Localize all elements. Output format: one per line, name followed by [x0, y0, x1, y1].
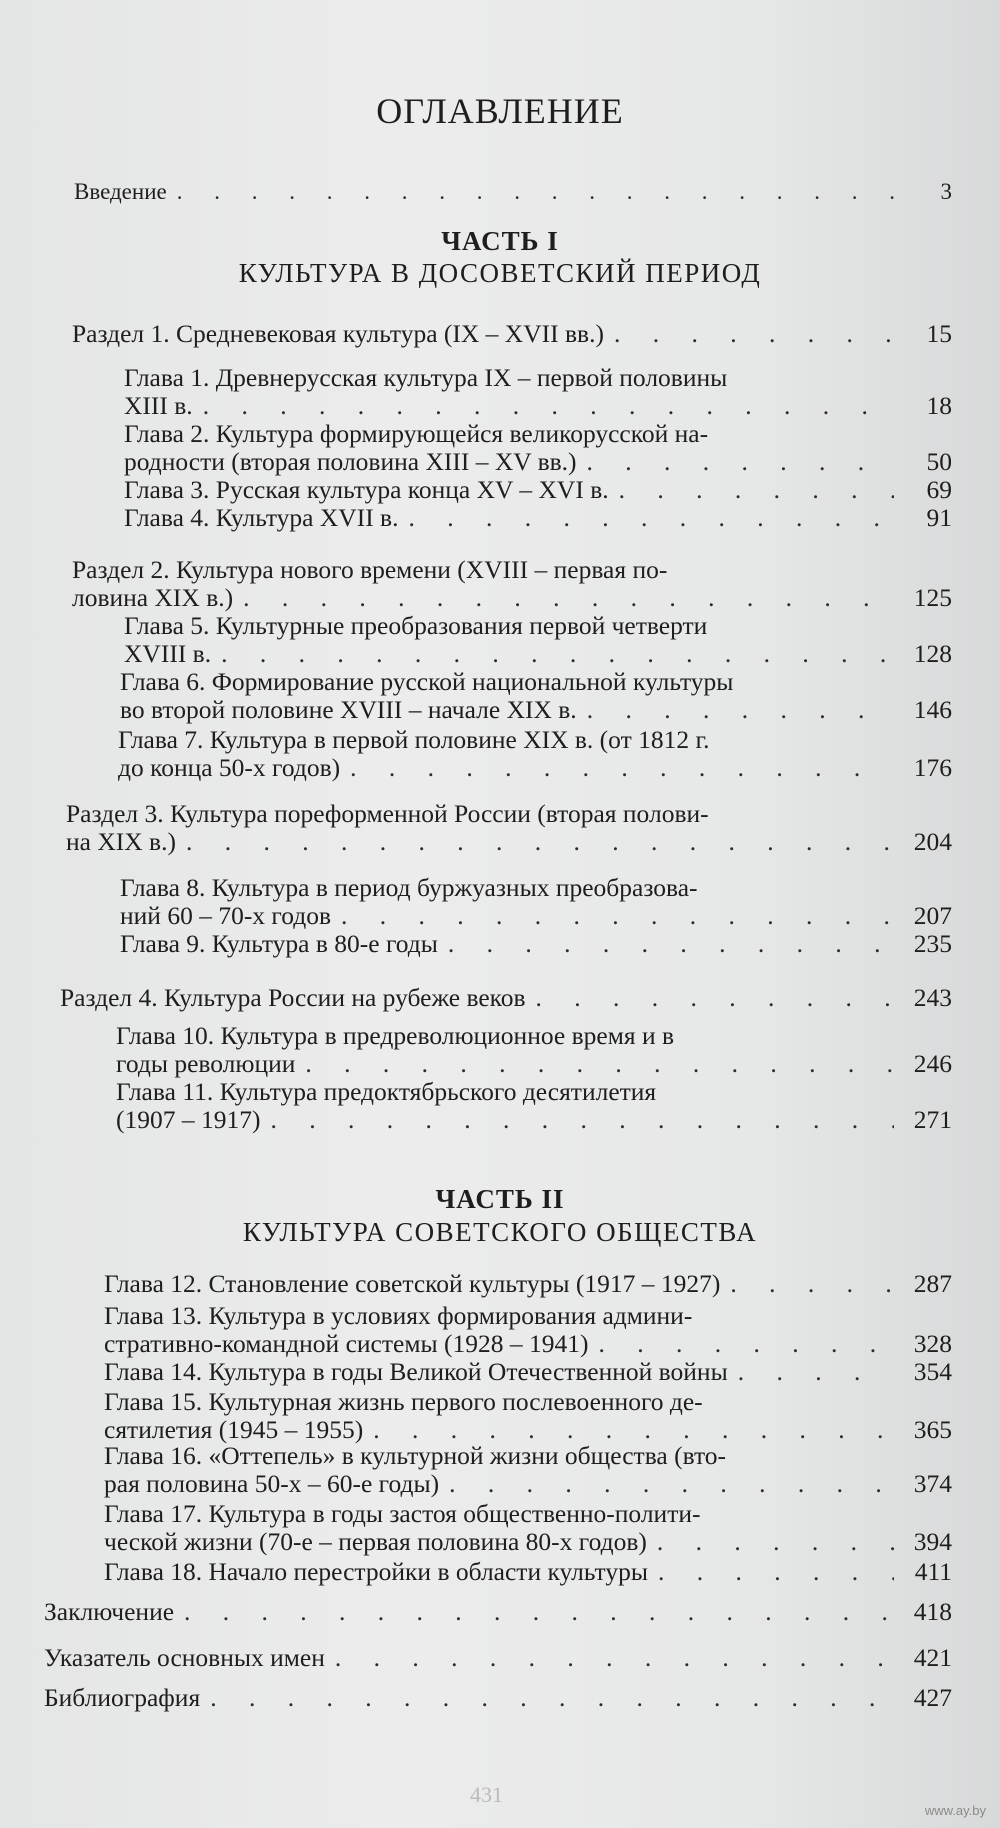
toc-entry-glava-16	[104, 1442, 952, 1498]
toc-entry-label: рая половина 50-х – 60-е годы)	[104, 1469, 440, 1498]
toc-page-number: 15	[926, 319, 952, 348]
toc-entry-ukazatel	[44, 1644, 952, 1672]
part-2-title: ЧАСТЬ II	[435, 1184, 565, 1214]
dot-leader	[270, 1106, 894, 1134]
toc-page-number: 18	[926, 391, 952, 420]
dot-leader	[658, 1558, 894, 1586]
toc-page-number: 287	[913, 1269, 952, 1298]
toc-page-number: 243	[913, 983, 952, 1012]
toc-page-number: 394	[913, 1527, 952, 1556]
toc-entry-intro	[74, 178, 952, 206]
dot-leader	[598, 1330, 894, 1358]
dot-leader	[177, 178, 894, 206]
toc-page-number: 146	[913, 695, 952, 724]
toc-entry-label: до конца 50-х годов)	[118, 753, 341, 782]
toc-page-number: 271	[913, 1105, 952, 1134]
toc-entry-label: Глава 4. Культура XVII в.	[124, 503, 399, 532]
part-1-title: ЧАСТЬ I	[441, 226, 559, 256]
toc-entry-label: XVIII в.	[124, 639, 212, 668]
toc-page-number: 176	[913, 753, 952, 782]
toc-entry-glava-4	[124, 504, 952, 532]
toc-entry-label: Раздел 1. Средневековая культура (IX – XVII вв.)	[72, 319, 604, 348]
toc-entry-zaklyuchenie	[44, 1598, 952, 1626]
footer-page-number: 431	[470, 1782, 503, 1807]
dot-leader	[341, 902, 894, 930]
toc-entry-glava-15	[104, 1388, 952, 1444]
toc-entry-label: ловина XIX в.)	[72, 583, 234, 612]
toc-entry-razdel-1	[72, 320, 952, 348]
dot-leader	[536, 984, 894, 1012]
dot-leader	[730, 1270, 894, 1298]
toc-entry-razdel-4	[60, 984, 952, 1012]
toc-entry-glava-3	[124, 476, 952, 504]
toc-page-number: 418	[913, 1597, 952, 1626]
watermark-text: www.ay.by	[924, 1803, 986, 1818]
toc-entry-label: Глава 16. «Оттепель» в культурной жизни общества (вто-	[104, 1441, 727, 1470]
toc-page-number: 427	[913, 1683, 952, 1712]
toc-entry-glava-7	[118, 726, 952, 782]
toc-entry-glava-1	[124, 364, 952, 420]
toc-entry-glava-18	[104, 1558, 952, 1586]
toc-entry-glava-2	[124, 420, 952, 476]
dot-leader	[350, 754, 894, 782]
toc-entry-label: Глава 10. Культура в предреволюционное время и в	[116, 1021, 675, 1050]
toc-entry-label: Раздел 3. Культура пореформенной России (вторая полови-	[66, 799, 709, 828]
toc-entry-glava-14	[104, 1358, 952, 1386]
dot-leader	[657, 1528, 894, 1556]
toc-page-number: 411	[914, 1557, 952, 1586]
toc-entry-glava-6	[120, 668, 952, 724]
dot-leader	[243, 584, 894, 612]
toc-entry-label: (1907 – 1917)	[116, 1105, 261, 1134]
toc-entry-label: Глава 18. Начало перестройки в области культуры	[104, 1557, 648, 1586]
toc-entry-label: Глава 6. Формирование русской национальной культуры	[120, 667, 734, 696]
toc-page-number: 235	[913, 929, 952, 958]
toc-page-number: 204	[913, 827, 952, 856]
toc-entry-label: родности (вторая половина XIII – XV вв.)	[124, 447, 577, 476]
dot-leader	[587, 448, 894, 476]
dot-leader	[305, 1050, 894, 1078]
toc-entry-razdel-2	[72, 556, 952, 612]
toc-entry-label: годы революции	[116, 1049, 296, 1078]
toc-entry-glava-13	[104, 1302, 952, 1358]
toc-page-number: 354	[913, 1357, 952, 1386]
toc-entry-label: ний 60 – 70-х годов	[120, 901, 332, 930]
dot-leader	[587, 696, 894, 724]
toc-entry-label: Глава 5. Культурные преобразования первой четверти	[124, 611, 708, 640]
toc-entry-label: Глава 3. Русская культура конца XV – XVI в.	[124, 475, 609, 504]
toc-entry-label: Глава 17. Культура в годы застоя общественно-полити-	[104, 1499, 701, 1528]
toc-page-number: 374	[913, 1469, 952, 1498]
toc-page-number: 246	[913, 1049, 952, 1078]
toc-page-number: 3	[940, 179, 952, 204]
toc-page-number: 207	[913, 901, 952, 930]
toc-entry-bibliografiya	[44, 1684, 952, 1712]
toc-page-number: 421	[913, 1643, 952, 1672]
toc-entry-label: Глава 12. Становление советской культуры (1917 – 1927)	[104, 1269, 721, 1298]
dot-leader	[335, 1644, 894, 1672]
dot-leader	[184, 1598, 894, 1626]
toc-entry-label: Заключение	[44, 1597, 175, 1626]
toc-entry-glava-10	[116, 1022, 952, 1078]
dot-leader	[221, 640, 894, 668]
page-title: ОГЛАВЛЕНИЕ	[376, 91, 624, 131]
toc-entry-label: Глава 2. Культура формирующейся великорусской на-	[124, 419, 709, 448]
toc-entry-label: во второй половине XVIII – начале XIX в.	[120, 695, 577, 724]
toc-entry-label: на XIX в.)	[66, 827, 176, 856]
toc-page-number: 50	[926, 447, 952, 476]
toc-entry-label: сятилетия (1945 – 1955)	[104, 1415, 364, 1444]
toc-entry-label: Глава 1. Древнерусская культура IX – первой половины	[124, 363, 728, 392]
toc-entry-label: Глава 13. Культура в условиях формирования админи-	[104, 1301, 693, 1330]
dot-leader	[449, 1470, 894, 1498]
dot-leader	[738, 1358, 894, 1386]
toc-entry-label: Глава 15. Культурная жизнь первого послевоенного де-	[104, 1387, 703, 1416]
toc-entry-glava-17	[104, 1500, 952, 1556]
toc-page-number: 69	[926, 475, 952, 504]
dot-leader	[614, 320, 894, 348]
dot-leader	[210, 1684, 894, 1712]
toc-entry-label: Раздел 4. Культура России на рубеже веков	[60, 983, 526, 1012]
toc-entry-glava-11	[116, 1078, 952, 1134]
toc-entry-label: Глава 8. Культура в период буржуазных преобразова-	[120, 873, 698, 902]
toc-entry-label: ческой жизни (70-е – первая половина 80-х годов)	[104, 1527, 647, 1556]
toc-entry-label: Указатель основных имен	[44, 1643, 325, 1672]
toc-entry-label: Введение	[74, 179, 167, 204]
toc-entry-label: Глава 7. Культура в первой половине XIX в. (от 1812 г.	[118, 725, 710, 754]
toc-entry-label: XIII в.	[124, 391, 193, 420]
part-1-subtitle: КУЛЬТУРА В ДОСОВЕТСКИЙ ПЕРИОД	[238, 258, 762, 288]
toc-entry-label: стративно-командной системы (1928 – 1941)	[104, 1329, 589, 1358]
dot-leader	[408, 504, 894, 532]
toc-entry-label: Глава 11. Культура предоктябрьского десятилетия	[116, 1077, 657, 1106]
toc-entry-razdel-3	[66, 800, 952, 856]
toc-entry-glava-8	[120, 874, 952, 930]
toc-entry-glava-12	[104, 1270, 952, 1298]
toc-page-number: 328	[913, 1329, 952, 1358]
dot-leader	[373, 1416, 894, 1444]
toc-entry-glava-5	[124, 612, 952, 668]
dot-leader	[203, 392, 894, 420]
dot-leader	[448, 930, 894, 958]
toc-entry-label: Раздел 2. Культура нового времени (XVIII – первая по-	[72, 555, 668, 584]
toc-page-number: 91	[926, 503, 952, 532]
part-2-subtitle: КУЛЬТУРА СОВЕТСКОГО ОБЩЕСТВА	[242, 1217, 758, 1247]
dot-leader	[619, 476, 894, 504]
toc-entry-label: Глава 9. Культура в 80-е годы	[120, 929, 438, 958]
toc-entry-label: Библиография	[44, 1683, 201, 1712]
toc-page-number: 125	[913, 583, 952, 612]
toc-entry-glava-9	[120, 930, 952, 958]
toc-entry-label: Глава 14. Культура в годы Великой Отечественной войны	[104, 1357, 728, 1386]
toc-page-number: 365	[913, 1415, 952, 1444]
toc-page-number: 128	[913, 639, 952, 668]
dot-leader	[186, 828, 894, 856]
